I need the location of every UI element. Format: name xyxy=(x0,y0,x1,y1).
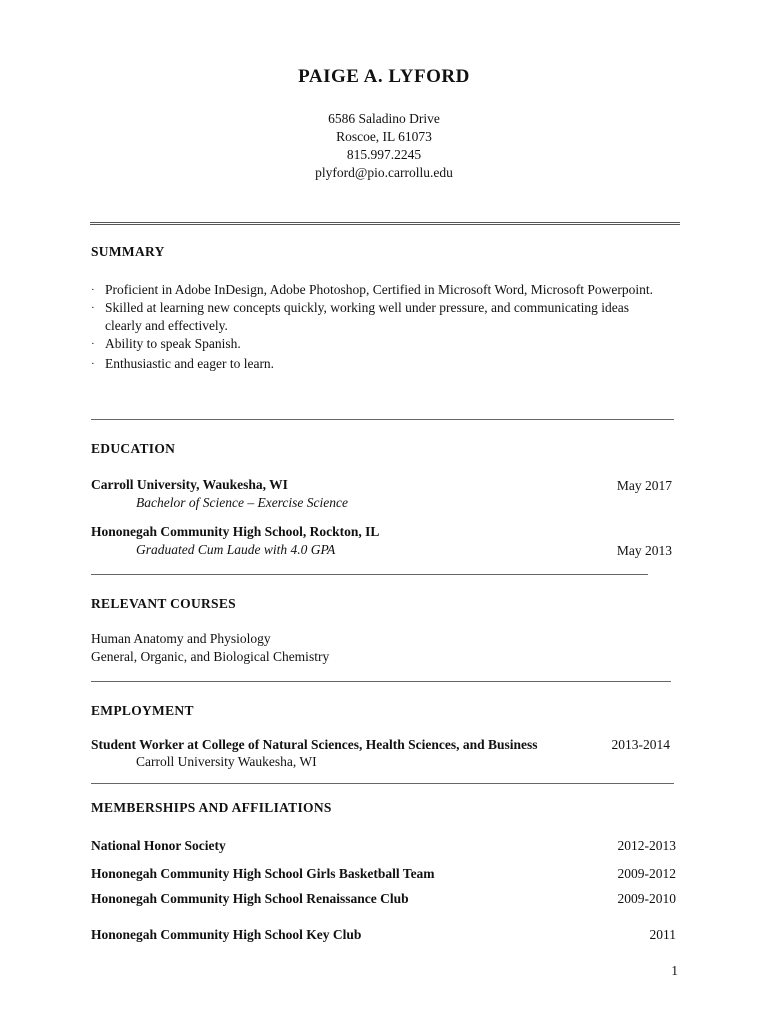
section-divider xyxy=(91,681,671,682)
membership-date: 2011 xyxy=(649,927,676,942)
header-divider xyxy=(90,222,680,225)
membership-name: Hononegah Community High School Key Club xyxy=(91,927,362,942)
summary-item: · Enthusiastic and eager to learn. xyxy=(91,356,275,371)
summary-item: · Skilled at learning new concepts quickly, working well under pressure, and communicating ideas clearly and effectively. xyxy=(91,300,629,333)
employment-heading: EMPLOYMENT xyxy=(91,703,194,718)
employment-place: Carroll University Waukesha, WI xyxy=(136,754,317,769)
education-detail: Graduated Cum Laude with 4.0 GPA xyxy=(136,542,336,557)
course-item: General, Organic, and Biological Chemistry xyxy=(91,649,330,664)
education-school: Carroll University, Waukesha, WI xyxy=(91,477,288,492)
education-detail: Bachelor of Science – Exercise Science xyxy=(136,495,349,510)
employment-title: Student Worker at College of Natural Sciences, Health Sciences, and Business xyxy=(91,737,538,752)
education-school: Hononegah Community High School, Rockton, IL xyxy=(91,524,380,539)
membership-name: National Honor Society xyxy=(91,838,226,853)
courses-heading: RELEVANT COURSES xyxy=(91,596,236,611)
resume-name: PAIGE A. LYFORD xyxy=(298,66,470,87)
employment-date: 2013-2014 xyxy=(611,737,670,752)
summary-heading: SUMMARY xyxy=(91,244,165,259)
education-date: May 2017 xyxy=(616,478,672,493)
bullet-icon: · xyxy=(91,338,95,350)
membership-name: Hononegah Community High School Girls Basketball Team xyxy=(91,866,435,881)
bullet-icon: · xyxy=(91,302,95,314)
bullet-icon: · xyxy=(91,358,95,370)
summary-item: · Proficient in Adobe InDesign, Adobe Photoshop, Certified in Microsoft Word, Microsoft Powerpoint. xyxy=(91,282,653,297)
memberships-heading: MEMBERSHIPS AND AFFILIATIONS xyxy=(91,800,332,815)
section-divider xyxy=(91,574,648,575)
contact-address: 6586 Saladino Drive xyxy=(328,111,440,126)
course-item: Human Anatomy and Physiology xyxy=(91,631,271,646)
membership-date: 2009-2010 xyxy=(617,891,676,906)
contact-phone: 815.997.2245 xyxy=(346,147,422,162)
education-heading: EDUCATION xyxy=(91,441,176,456)
contact-email: plyford@pio.carrollu.edu xyxy=(315,165,453,180)
contact-city: Roscoe, IL 61073 xyxy=(336,129,432,144)
membership-name: Hononegah Community High School Renaissance Club xyxy=(91,891,409,906)
page-number: 1 xyxy=(671,963,678,978)
summary-list xyxy=(91,281,660,373)
section-divider xyxy=(91,419,674,420)
education-date: May 2013 xyxy=(616,543,672,558)
section-divider xyxy=(91,783,674,784)
summary-item: · Ability to speak Spanish. xyxy=(91,336,241,351)
membership-date: 2012-2013 xyxy=(617,838,676,853)
bullet-icon: · xyxy=(91,284,95,296)
membership-date: 2009-2012 xyxy=(617,866,676,881)
